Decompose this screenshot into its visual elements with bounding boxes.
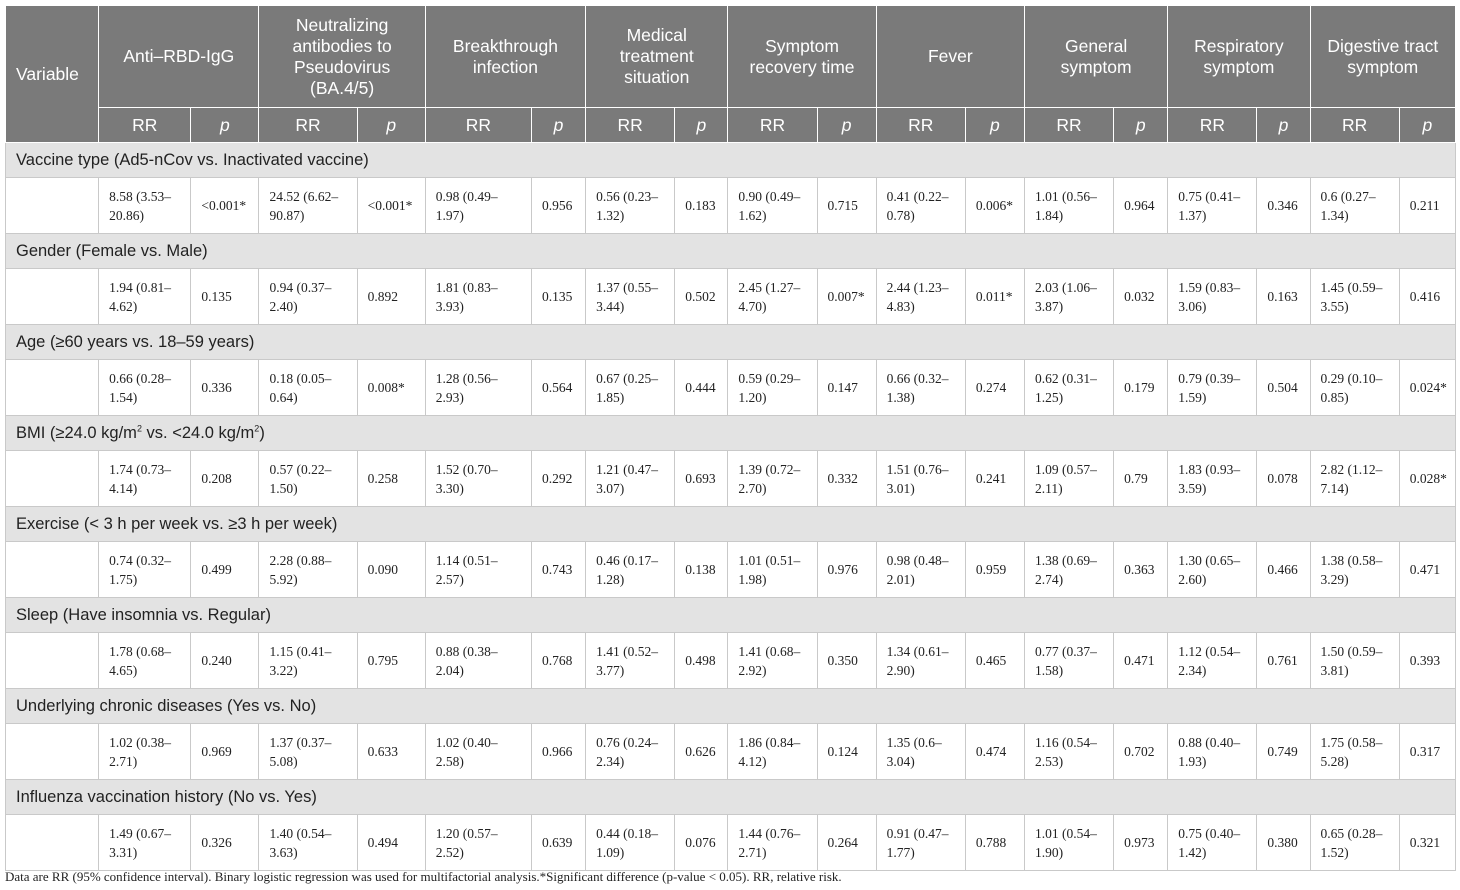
column-header: Breakthrough infection <box>425 6 585 108</box>
p-cell: 0.292 <box>532 451 586 507</box>
p-cell: 0.471 <box>1114 633 1168 689</box>
rr-cell: 0.76 (0.24–2.34) <box>586 724 675 780</box>
rr-cell: 1.14 (0.51–2.57) <box>425 542 531 598</box>
rr-cell: 1.37 (0.55–3.44) <box>586 269 675 325</box>
data-row <box>6 178 1456 234</box>
rr-cell: 0.41 (0.22–0.78) <box>876 178 965 234</box>
p-cell: 0.749 <box>1257 724 1310 780</box>
data-row <box>6 451 1456 507</box>
p-cell: 0.135 <box>191 269 259 325</box>
p-cell: 0.028* <box>1399 451 1455 507</box>
p-cell: 0.639 <box>532 815 586 871</box>
rr-cell: 1.45 (0.59–3.55) <box>1310 269 1399 325</box>
rr-cell: 0.67 (0.25–1.85) <box>586 360 675 416</box>
empty-cell <box>6 633 99 689</box>
empty-cell <box>6 360 99 416</box>
p-cell: 0.317 <box>1399 724 1455 780</box>
p-cell: 0.008* <box>357 360 425 416</box>
rr-cell: 0.66 (0.32–1.38) <box>876 360 965 416</box>
p-cell: 0.499 <box>191 542 259 598</box>
rr-header: RR <box>1024 108 1113 143</box>
p-cell: 0.264 <box>817 815 876 871</box>
rr-cell: 0.77 (0.37–1.58) <box>1024 633 1113 689</box>
rr-cell: 0.59 (0.29–1.20) <box>728 360 817 416</box>
rr-cell: 1.39 (0.72–2.70) <box>728 451 817 507</box>
p-cell: 0.241 <box>965 451 1024 507</box>
rr-cell: 0.62 (0.31–1.25) <box>1024 360 1113 416</box>
rr-cell: 1.38 (0.69–2.74) <box>1024 542 1113 598</box>
rr-cell: 2.45 (1.27–4.70) <box>728 269 817 325</box>
rr-cell: 1.41 (0.52–3.77) <box>586 633 675 689</box>
p-cell: 0.465 <box>965 633 1024 689</box>
p-cell: 0.138 <box>675 542 728 598</box>
variable-header: Variable <box>6 6 99 143</box>
superscript: 2 <box>254 423 260 433</box>
rr-cell: 0.94 (0.37–2.40) <box>259 269 357 325</box>
p-cell: 0.006* <box>965 178 1024 234</box>
p-header: p <box>1257 108 1310 143</box>
rr-cell: 0.46 (0.17–1.28) <box>586 542 675 598</box>
group-label: Sleep (Have insomnia vs. Regular) <box>6 598 1456 633</box>
p-cell: 0.959 <box>965 542 1024 598</box>
p-cell: 0.393 <box>1399 633 1455 689</box>
group-row <box>6 598 1456 633</box>
rr-cell: 0.90 (0.49–1.62) <box>728 178 817 234</box>
rr-cell: 1.02 (0.38–2.71) <box>99 724 191 780</box>
p-cell: 0.183 <box>675 178 728 234</box>
column-header: Fever <box>876 6 1024 108</box>
rr-cell: 1.01 (0.56–1.84) <box>1024 178 1113 234</box>
p-cell: 0.321 <box>1399 815 1455 871</box>
group-label: Underlying chronic diseases (Yes vs. No) <box>6 689 1456 724</box>
rr-cell: 1.75 (0.58–5.28) <box>1310 724 1399 780</box>
group-label <box>6 416 1456 451</box>
column-header: Symptom recovery time <box>728 6 876 108</box>
column-header: General symptom <box>1024 6 1167 108</box>
rr-cell: 0.98 (0.49–1.97) <box>425 178 531 234</box>
p-cell: 0.79 <box>1114 451 1168 507</box>
p-cell: 0.444 <box>675 360 728 416</box>
results-table <box>5 5 1456 871</box>
p-cell: 0.024* <box>1399 360 1455 416</box>
rr-cell: 1.16 (0.54–2.53) <box>1024 724 1113 780</box>
rr-cell: 1.35 (0.6–3.04) <box>876 724 965 780</box>
rr-cell: 0.75 (0.40–1.42) <box>1168 815 1257 871</box>
rr-header: RR <box>1168 108 1257 143</box>
p-header: p <box>1114 108 1168 143</box>
data-row <box>6 269 1456 325</box>
rr-cell: 0.6 (0.27–1.34) <box>1310 178 1399 234</box>
p-cell: 0.633 <box>357 724 425 780</box>
p-cell: 0.124 <box>817 724 876 780</box>
p-cell: 0.715 <box>817 178 876 234</box>
rr-cell: 1.12 (0.54–2.34) <box>1168 633 1257 689</box>
rr-cell: 1.83 (0.93–3.59) <box>1168 451 1257 507</box>
p-cell: 0.761 <box>1257 633 1310 689</box>
p-cell: 0.973 <box>1114 815 1168 871</box>
rr-cell: 1.86 (0.84–4.12) <box>728 724 817 780</box>
rr-cell: 1.37 (0.37–5.08) <box>259 724 357 780</box>
p-cell: 0.743 <box>532 542 586 598</box>
p-cell: <0.001* <box>191 178 259 234</box>
p-cell: 0.336 <box>191 360 259 416</box>
rr-cell: 0.57 (0.22–1.50) <box>259 451 357 507</box>
p-cell: 0.795 <box>357 633 425 689</box>
rr-cell: 1.01 (0.54–1.90) <box>1024 815 1113 871</box>
data-row <box>6 724 1456 780</box>
rr-cell: 1.78 (0.68–4.65) <box>99 633 191 689</box>
p-cell: 0.788 <box>965 815 1024 871</box>
group-row <box>6 143 1456 178</box>
group-row <box>6 689 1456 724</box>
rr-cell: 0.88 (0.40–1.93) <box>1168 724 1257 780</box>
p-cell: 0.179 <box>1114 360 1168 416</box>
column-header: Digestive tract symptom <box>1310 6 1455 108</box>
rr-cell: 1.49 (0.67–3.31) <box>99 815 191 871</box>
rr-header: RR <box>586 108 675 143</box>
rr-cell: 2.03 (1.06–3.87) <box>1024 269 1113 325</box>
group-row <box>6 780 1456 815</box>
p-cell: 0.011* <box>965 269 1024 325</box>
column-header: Respiratory symptom <box>1168 6 1310 108</box>
rr-header: RR <box>876 108 965 143</box>
p-cell: 0.076 <box>675 815 728 871</box>
rr-header: RR <box>425 108 531 143</box>
rr-cell: 1.02 (0.40–2.58) <box>425 724 531 780</box>
p-cell: 0.274 <box>965 360 1024 416</box>
p-cell: 0.702 <box>1114 724 1168 780</box>
rr-cell: 0.44 (0.18–1.09) <box>586 815 675 871</box>
p-cell: 0.007* <box>817 269 876 325</box>
rr-cell: 1.81 (0.83–3.93) <box>425 269 531 325</box>
column-header: Neutralizing antibodies to Pseudovirus (BA.4/5) <box>259 6 425 108</box>
group-label: Influenza vaccination history (No vs. Yes) <box>6 780 1456 815</box>
rr-cell: 2.28 (0.88–5.92) <box>259 542 357 598</box>
rr-header: RR <box>259 108 357 143</box>
p-cell: 0.626 <box>675 724 728 780</box>
group-label: Age (≥60 years vs. 18–59 years) <box>6 325 1456 360</box>
rr-cell: 0.74 (0.32–1.75) <box>99 542 191 598</box>
p-cell: 0.969 <box>191 724 259 780</box>
p-cell: 0.363 <box>1114 542 1168 598</box>
empty-cell <box>6 724 99 780</box>
p-header: p <box>965 108 1024 143</box>
rr-cell: 0.79 (0.39–1.59) <box>1168 360 1257 416</box>
rr-cell: 1.51 (0.76–3.01) <box>876 451 965 507</box>
p-cell: 0.768 <box>532 633 586 689</box>
rr-cell: 1.01 (0.51–1.98) <box>728 542 817 598</box>
p-cell: 0.498 <box>675 633 728 689</box>
column-header: Medical treatment situation <box>586 6 728 108</box>
p-cell: 0.147 <box>817 360 876 416</box>
rr-cell: 0.65 (0.28–1.52) <box>1310 815 1399 871</box>
p-cell: 0.211 <box>1399 178 1455 234</box>
superscript: 2 <box>136 423 142 433</box>
group-label: Exercise (< 3 h per week vs. ≥3 h per week) <box>6 507 1456 542</box>
empty-cell <box>6 451 99 507</box>
rr-cell: 1.41 (0.68–2.92) <box>728 633 817 689</box>
rr-cell: 1.38 (0.58–3.29) <box>1310 542 1399 598</box>
p-cell: 0.258 <box>357 451 425 507</box>
group-row <box>6 507 1456 542</box>
p-cell: 0.380 <box>1257 815 1310 871</box>
rr-cell: 0.18 (0.05–0.64) <box>259 360 357 416</box>
p-header: p <box>357 108 425 143</box>
p-cell: 0.208 <box>191 451 259 507</box>
p-cell: <0.001* <box>357 178 425 234</box>
p-cell: 0.416 <box>1399 269 1455 325</box>
p-cell: 0.966 <box>532 724 586 780</box>
column-header: Anti–RBD-IgG <box>99 6 259 108</box>
rr-cell: 2.44 (1.23–4.83) <box>876 269 965 325</box>
data-row <box>6 360 1456 416</box>
rr-cell: 1.50 (0.59–3.81) <box>1310 633 1399 689</box>
p-cell: 0.032 <box>1114 269 1168 325</box>
data-row <box>6 815 1456 871</box>
p-header: p <box>817 108 876 143</box>
p-cell: 0.240 <box>191 633 259 689</box>
p-cell: 0.892 <box>357 269 425 325</box>
p-cell: 0.976 <box>817 542 876 598</box>
p-cell: 0.135 <box>532 269 586 325</box>
rr-cell: 1.94 (0.81–4.62) <box>99 269 191 325</box>
rr-cell: 1.52 (0.70–3.30) <box>425 451 531 507</box>
p-cell: 0.090 <box>357 542 425 598</box>
p-cell: 0.964 <box>1114 178 1168 234</box>
p-cell: 0.332 <box>817 451 876 507</box>
bmi-label-part: ) <box>259 423 265 442</box>
group-row <box>6 325 1456 360</box>
p-header: p <box>532 108 586 143</box>
rr-cell: 0.98 (0.48–2.01) <box>876 542 965 598</box>
p-cell: 0.078 <box>1257 451 1310 507</box>
data-row <box>6 633 1456 689</box>
p-header: p <box>675 108 728 143</box>
p-cell: 0.471 <box>1399 542 1455 598</box>
p-cell: 0.502 <box>675 269 728 325</box>
p-cell: 0.564 <box>532 360 586 416</box>
rr-cell: 1.09 (0.57–2.11) <box>1024 451 1113 507</box>
rr-cell: 8.58 (3.53–20.86) <box>99 178 191 234</box>
rr-header: RR <box>728 108 817 143</box>
p-cell: 0.350 <box>817 633 876 689</box>
p-header: p <box>1399 108 1455 143</box>
p-cell: 0.956 <box>532 178 586 234</box>
rr-cell: 0.91 (0.47–1.77) <box>876 815 965 871</box>
group-row <box>6 234 1456 269</box>
rr-cell: 1.40 (0.54–3.63) <box>259 815 357 871</box>
rr-cell: 1.59 (0.83–3.06) <box>1168 269 1257 325</box>
p-cell: 0.346 <box>1257 178 1310 234</box>
rr-cell: 2.82 (1.12–7.14) <box>1310 451 1399 507</box>
data-row <box>6 542 1456 598</box>
rr-cell: 0.66 (0.28–1.54) <box>99 360 191 416</box>
rr-cell: 0.29 (0.10–0.85) <box>1310 360 1399 416</box>
rr-cell: 1.30 (0.65–2.60) <box>1168 542 1257 598</box>
rr-cell: 24.52 (6.62–90.87) <box>259 178 357 234</box>
rr-header: RR <box>99 108 191 143</box>
rr-cell: 1.44 (0.76–2.71) <box>728 815 817 871</box>
empty-cell <box>6 178 99 234</box>
group-label: Gender (Female vs. Male) <box>6 234 1456 269</box>
rr-cell: 1.34 (0.61–2.90) <box>876 633 965 689</box>
p-cell: 0.693 <box>675 451 728 507</box>
rr-cell: 0.88 (0.38–2.04) <box>425 633 531 689</box>
subheader-row <box>6 108 1456 143</box>
p-cell: 0.474 <box>965 724 1024 780</box>
p-cell: 0.504 <box>1257 360 1310 416</box>
group-row <box>6 416 1456 451</box>
rr-cell: 1.28 (0.56–2.93) <box>425 360 531 416</box>
bmi-label-part: BMI (≥24.0 kg/m <box>16 423 137 442</box>
p-header: p <box>191 108 259 143</box>
table-footnote: Data are RR (95% confidence interval). Binary logistic regression was used for multifactorial analysis.*Significant difference (p-value < 0.05). RR, relative risk. <box>5 869 842 884</box>
empty-cell <box>6 815 99 871</box>
rr-cell: 0.56 (0.23–1.32) <box>586 178 675 234</box>
p-cell: 0.163 <box>1257 269 1310 325</box>
bmi-label-part: vs. <24.0 kg/m <box>141 423 255 442</box>
p-cell: 0.494 <box>357 815 425 871</box>
p-cell: 0.326 <box>191 815 259 871</box>
rr-cell: 1.20 (0.57–2.52) <box>425 815 531 871</box>
header-row <box>6 6 1456 108</box>
empty-cell <box>6 542 99 598</box>
rr-cell: 0.75 (0.41–1.37) <box>1168 178 1257 234</box>
group-label: Vaccine type (Ad5-nCov vs. Inactivated vaccine) <box>6 143 1456 178</box>
rr-header: RR <box>1310 108 1399 143</box>
rr-cell: 1.15 (0.41–3.22) <box>259 633 357 689</box>
empty-cell <box>6 269 99 325</box>
p-cell: 0.466 <box>1257 542 1310 598</box>
rr-cell: 1.74 (0.73–4.14) <box>99 451 191 507</box>
rr-cell: 1.21 (0.47–3.07) <box>586 451 675 507</box>
